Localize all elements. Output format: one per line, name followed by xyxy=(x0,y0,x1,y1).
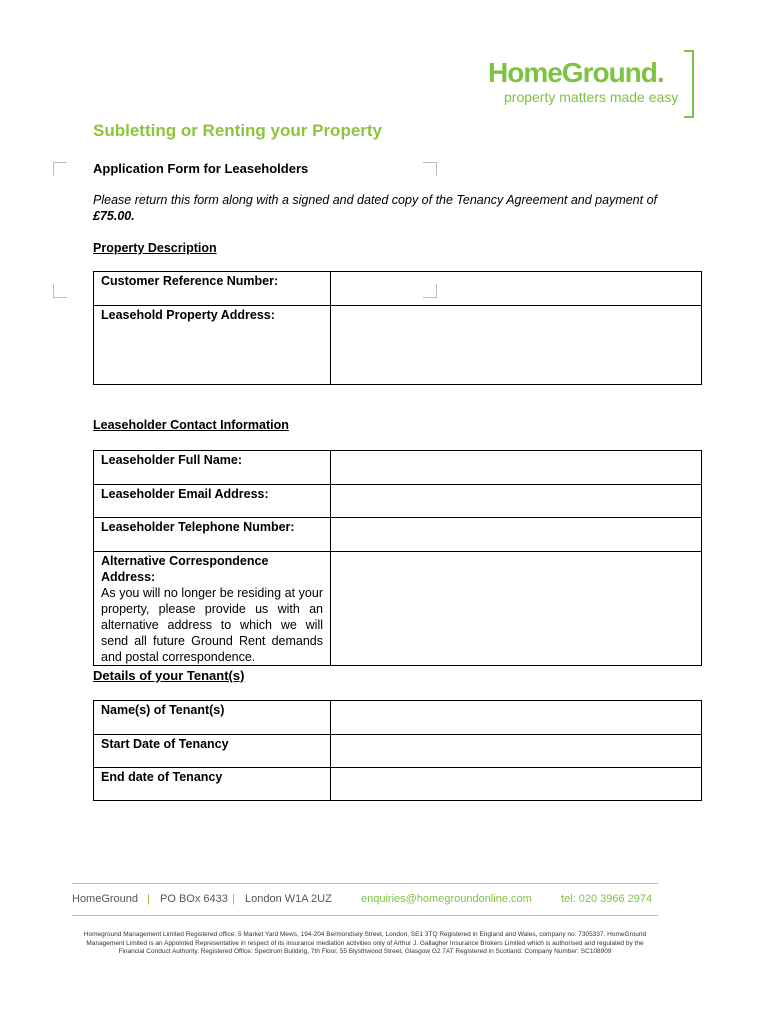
homeground-logo xyxy=(488,50,694,118)
table-row xyxy=(94,485,702,518)
footer-divider xyxy=(72,915,658,916)
intro-text xyxy=(93,192,693,224)
customer-reference-field[interactable] xyxy=(331,272,702,306)
table-row xyxy=(94,518,702,552)
full-name-field[interactable] xyxy=(331,451,702,485)
contact-information-table xyxy=(93,450,702,666)
footer-city: London W1A 2UZ xyxy=(245,893,332,905)
table-row xyxy=(94,701,702,735)
alternative-address-description: As you will no longer be residing at your property, please provide us with an alternative address to which we will send all future Ground Rent demands and postal correspondence. xyxy=(101,586,323,664)
tenant-details-heading: Details of your Tenant(s) xyxy=(93,668,245,683)
email-address-field[interactable] xyxy=(331,485,702,518)
tenancy-start-date-field[interactable] xyxy=(331,735,702,768)
footer-po-box: PO BOx 6433 xyxy=(160,893,228,905)
crop-mark xyxy=(53,162,67,176)
tenant-names-label: Name(s) of Tenant(s) xyxy=(94,701,331,735)
footer-company: HomeGround xyxy=(72,893,139,905)
footer-divider xyxy=(72,883,658,884)
footer-email-link[interactable]: enquiries@homegroundonline.com xyxy=(361,893,532,905)
tenant-names-field[interactable] xyxy=(331,701,702,735)
property-address-field[interactable] xyxy=(331,306,702,385)
alternative-address-label: Alternative Correspondence Address: As you will no longer be residing at your property, please provide us with an alternative address to which we will send all future Ground Rent demands and postal correspondence. xyxy=(94,552,331,666)
telephone-number-label: Leaseholder Telephone Number: xyxy=(94,518,331,552)
property-description-table xyxy=(93,271,702,385)
property-description-heading: Property Description xyxy=(93,241,217,255)
telephone-number-field[interactable] xyxy=(331,518,702,552)
logo-tagline: property matters made easy xyxy=(504,89,679,105)
form-subtitle: Application Form for Leaseholders xyxy=(93,161,309,176)
table-row xyxy=(94,552,702,666)
table-row xyxy=(94,272,702,306)
footer-separator: | xyxy=(147,893,150,905)
logo-name: HomeGround. xyxy=(488,57,664,88)
page-title: Subletting or Renting your Property xyxy=(93,121,383,140)
tenancy-end-date-field[interactable] xyxy=(331,768,702,801)
footer-legal-text: Homeground Management Limited Registered office: 5 Market Yard Mews, 194-204 Bermondsey Street, London, SE1 3TQ Registered in England and Wales, company no: 7305337. HomeGround Management Limited is an Appointed Representative in respect of its insurance mediation activities only of Arthur J. Gallagher Insurance Brokers Limited which is authorised and regulated by the Financial Conduct Authority. Registered Office: Spectrum Building, 7th Floor, 55 Blysthwood Street, Glasgow G2 7AT Registered in Scotland. Company Number: SC108909 xyxy=(83,931,647,956)
full-name-label: Leaseholder Full Name: xyxy=(94,451,331,485)
logo-bracket xyxy=(684,50,694,118)
crop-mark xyxy=(423,162,437,176)
intro-fee-amount: £75.00. xyxy=(93,209,135,223)
email-address-label: Leaseholder Email Address: xyxy=(94,485,331,518)
alternative-address-field[interactable] xyxy=(331,552,702,666)
crop-mark xyxy=(53,284,67,298)
intro-text-body: Please return this form along with a signed and dated copy of the Tenancy Agreement and payment of xyxy=(93,193,658,207)
table-row xyxy=(94,451,702,485)
footer-phone: tel: 020 3966 2974 xyxy=(561,893,653,905)
tenancy-end-date-label: End date of Tenancy xyxy=(94,768,331,801)
table-row xyxy=(94,768,702,801)
footer-separator: | xyxy=(232,893,235,905)
property-address-label: Leasehold Property Address: xyxy=(94,306,331,385)
table-row xyxy=(94,735,702,768)
tenancy-start-date-label: Start Date of Tenancy xyxy=(94,735,331,768)
table-row xyxy=(94,306,702,385)
tenant-details-table xyxy=(93,700,702,801)
contact-information-heading: Leaseholder Contact Information xyxy=(93,418,289,432)
customer-reference-label: Customer Reference Number: xyxy=(94,272,331,306)
